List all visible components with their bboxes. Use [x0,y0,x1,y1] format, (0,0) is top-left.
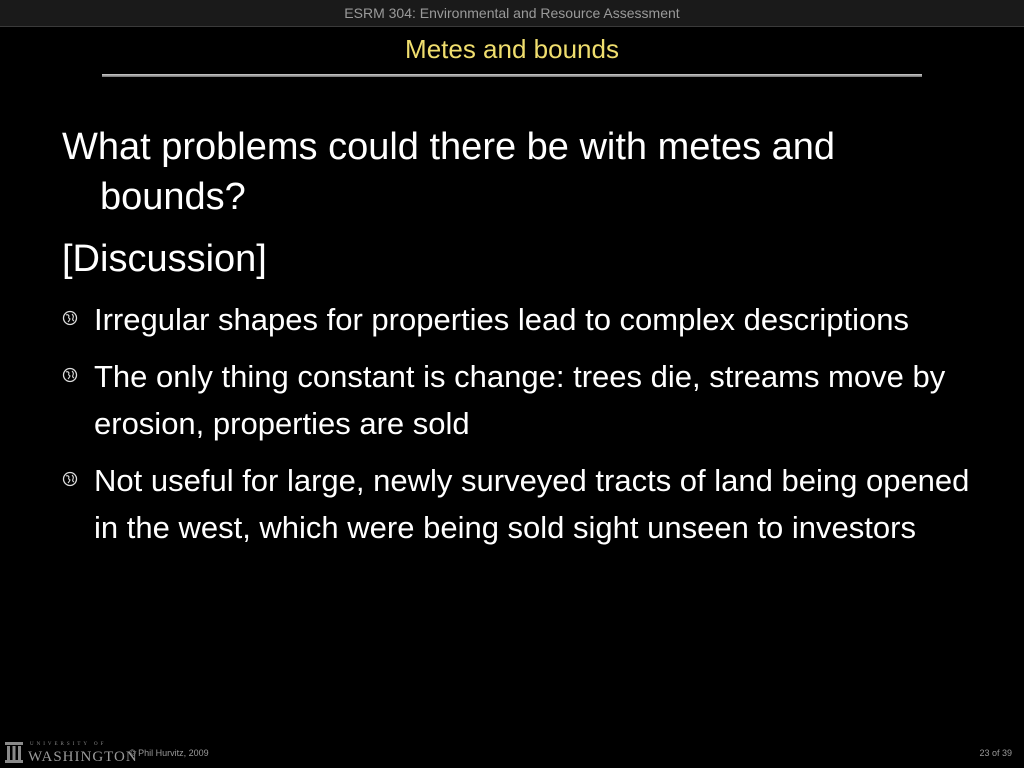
globe-icon [62,367,78,383]
course-header: ESRM 304: Environmental and Resource Assessment [0,0,1024,27]
slide-content [62,122,982,561]
slide-title: Metes and bounds [405,34,619,64]
globe-icon [62,310,78,326]
bullet-text: Irregular shapes for properties lead to complex descriptions [94,302,910,337]
slide-footer [0,736,1024,768]
uw-logo-top-text: UNIVERSITY OF [30,742,107,747]
discussion-label: [Discussion] [62,238,267,280]
bullet-item [62,296,982,343]
bullet-text: Not useful for large, newly surveyed tracts of land being opened in the west, which were being sold sight unseen to investors [94,463,970,545]
uw-logo-main-text: WASHINGTON [28,749,138,765]
bullet-item [62,353,982,447]
bullet-text: The only thing constant is change: trees die, streams move by erosion, properties are sold [94,359,946,441]
uw-logo [4,740,138,765]
copyright-text: © Phil Hurvitz, 2009 [129,748,209,758]
uw-shield-icon [4,740,24,764]
title-divider [102,74,922,77]
bullet-item [62,457,982,551]
page-number: 23 of 39 [979,748,1012,758]
question-text: What problems could there be with metes and bounds? [62,126,836,218]
globe-icon [62,471,78,487]
